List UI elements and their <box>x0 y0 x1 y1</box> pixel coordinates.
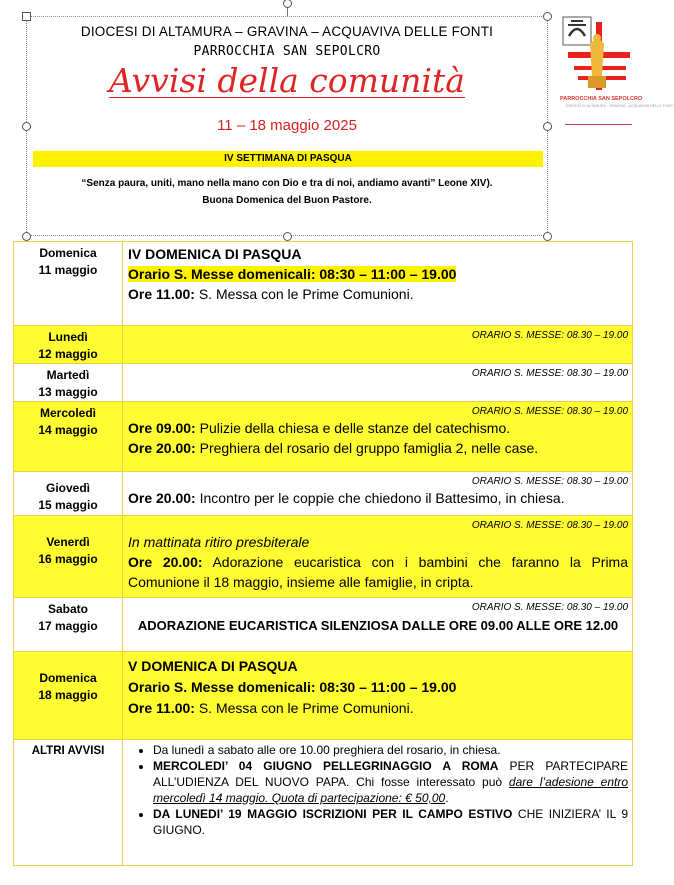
mass-times: ORARIO S. MESSE: 08.30 – 19.00 <box>471 602 628 613</box>
event-cell <box>123 326 633 364</box>
week-banner: IV SETTIMANA DI PASQUA <box>33 151 543 167</box>
resize-handle-bl[interactable] <box>22 232 31 241</box>
table-row <box>14 402 633 472</box>
mass-times: ORARIO S. MESSE: 08.30 – 19.00 <box>471 406 628 417</box>
list-item: • Da lunedì a sabato alle ore 10.00 preghiera del rosario, in chiesa. <box>153 742 628 758</box>
schedule-table <box>13 241 633 866</box>
day-cell: Mercoledì 14 maggio <box>14 402 123 472</box>
event-title: IV DOMENICA DI PASQUA <box>128 246 302 262</box>
cross-logo-icon <box>560 14 634 96</box>
sunday-mass-times: Orario S. Messe domenicali: 08:30 – 11:00 – 19.00 <box>128 266 457 282</box>
list-item: • MERCOLEDI’ 04 GIUGNO PELLEGRINAGGIO A ROMA PER PARTECIPARE ALL’UDIENZA DEL NUOVO PAPA. Chi fosse interessato può dare l’adesione entro mercoledì 14 maggio. Quota di partecipazione: € 50,00. <box>153 758 628 806</box>
event-cell: ORARIO S. MESSE: 08.30 – 19.00 In mattinata ritiro presbiterale Ore 20.00: Adorazione eucaristica con i bambini che faranno la Prima Comunione il 18 maggio, insieme alle famiglie, in cripta. <box>123 516 633 598</box>
parish-line: PARROCCHIA SAN SEPOLCRO <box>193 44 381 59</box>
event-note: In mattinata ritiro presbiterale <box>128 534 310 550</box>
event-cell: ORARIO S. MESSE: 08.30 – 19.00 Ore 20.00: Incontro per le coppie che chiedono il Battesimo, in chiesa. <box>123 472 633 516</box>
logo-divider <box>565 124 632 125</box>
day-cell: Martedì 13 maggio <box>14 364 123 402</box>
table-row <box>14 364 633 402</box>
event-cell: V DOMENICA DI PASQUA Orario S. Messe domenicali: 08:30 – 11:00 – 19.00 Ore 11.00: S. Messa con le Prime Comunioni. <box>123 652 633 740</box>
logo-name: PARROCCHIA SAN SEPOLCRO <box>560 96 643 102</box>
logo-subtitle: DIOCESI DI ALTAMURA - GRAVINA - ACQUAVIVA DELLE FONTI <box>566 104 674 108</box>
diocese-line: DIOCESI DI ALTAMURA – GRAVINA – ACQUAVIVA DELLE FONTI <box>80 24 494 39</box>
date-range: 11 – 18 maggio 2025 <box>217 117 357 134</box>
day-cell: Domenica 11 maggio <box>14 242 123 326</box>
mass-times: ORARIO S. MESSE: 08.30 – 19.00 <box>471 476 628 487</box>
day-cell: Sabato 17 maggio <box>14 598 123 652</box>
day-cell: Domenica 18 maggio <box>14 652 123 740</box>
greeting-line: Buona Domenica del Buon Pastore. <box>202 195 372 206</box>
sunday-mass-times: Orario S. Messe domenicali: 08:30 – 11:00 – 19.00 <box>128 679 457 695</box>
event-cell <box>123 364 633 402</box>
quote-line: “Senza paura, uniti, mano nella mano con Dio e tra di noi, andiamo avanti” Leone XIV). <box>81 178 493 189</box>
table-row <box>14 516 633 598</box>
other-notices <box>123 740 633 866</box>
mass-times: ORARIO S. MESSE: 08.30 – 19.00 <box>471 330 628 341</box>
day-cell: Lunedì 12 maggio <box>14 326 123 364</box>
list-item: • DA LUNEDI’ 19 MAGGIO ISCRIZIONI PER IL CAMPO ESTIVO CHE INIZIERA’ IL 9 GIUGNO. <box>153 806 628 838</box>
table-row <box>14 740 633 866</box>
table-row <box>14 242 633 326</box>
resize-handle-br[interactable] <box>543 232 552 241</box>
day-cell: Venerdì 16 maggio <box>14 516 123 598</box>
resize-handle-tr[interactable] <box>543 12 552 21</box>
event-cell: ORARIO S. MESSE: 08.30 – 19.00 Ore 09.00: Pulizie della chiesa e delle stanze del catechismo. Ore 20.00: Preghiera del rosario del gruppo famiglia 2, nelle case. <box>123 402 633 472</box>
table-row <box>14 598 633 652</box>
mass-times: ORARIO S. MESSE: 08.30 – 19.00 <box>471 368 628 379</box>
resize-handle-bm[interactable] <box>283 232 292 241</box>
day-cell: Giovedì 15 maggio <box>14 472 123 516</box>
adoration-highlight: ADORAZIONE EUCARISTICA SILENZIOSA DALLE ORE 09.00 ALLE ORE 12.00 <box>137 618 619 633</box>
resize-handle-tl[interactable] <box>22 12 31 21</box>
other-label: ALTRI AVVISI <box>14 740 123 866</box>
parish-logo <box>560 14 674 124</box>
resize-handle-mr[interactable] <box>543 122 552 131</box>
event-cell <box>123 598 633 652</box>
subscription-deadline: dare l’adesione entro mercoledì 14 maggio. Quota di partecipazione: € 50,00 <box>153 775 628 805</box>
rotation-handle[interactable] <box>283 0 292 8</box>
event-title: V DOMENICA DI PASQUA <box>128 658 298 674</box>
page-title: Avvisi della comunità <box>109 61 465 100</box>
table-row <box>14 652 633 740</box>
resize-handle-ml[interactable] <box>22 122 31 131</box>
header-textbox[interactable] <box>26 16 548 236</box>
table-row <box>14 472 633 516</box>
mass-times: ORARIO S. MESSE: 08.30 – 19.00 <box>471 520 628 531</box>
table-row <box>14 326 633 364</box>
event-cell: IV DOMENICA DI PASQUA Orario S. Messe domenicali: 08:30 – 11:00 – 19.00 Ore 11.00: S. Messa con le Prime Comunioni. <box>123 242 633 326</box>
